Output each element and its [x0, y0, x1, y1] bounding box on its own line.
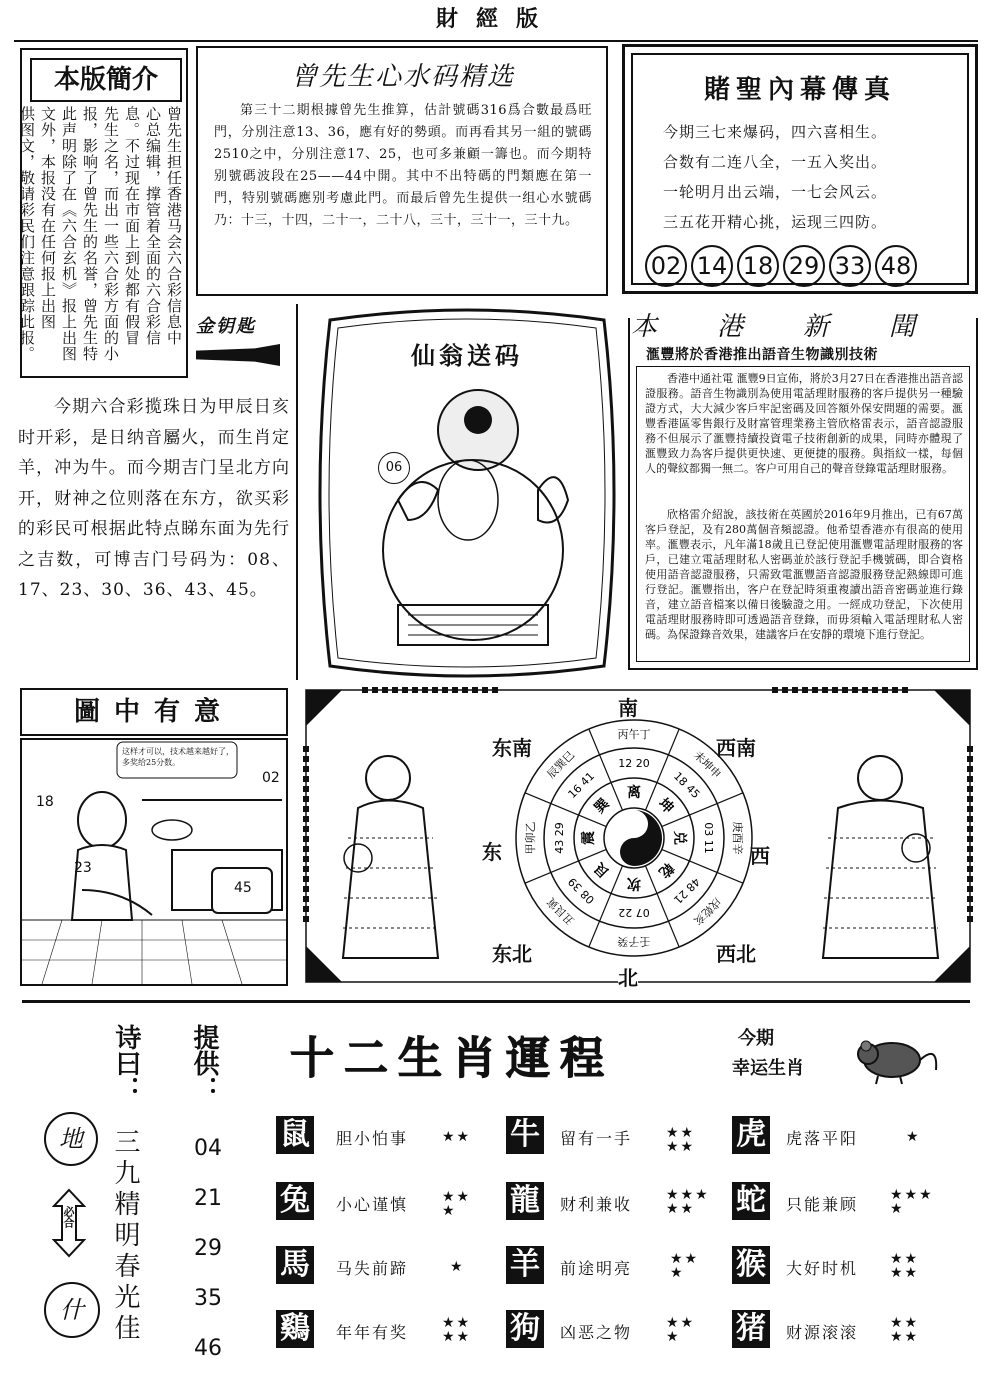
seal-bottom: [44, 1282, 100, 1338]
intro-col: 此声明除了在《六合玄机》报上出图: [60, 106, 78, 362]
zodiac-stars: ★★★ ★: [890, 1187, 934, 1217]
intro-col: 心总编辑，撑管着全面的六合彩信: [144, 106, 162, 346]
poem-text: 三九精明春光佳: [110, 1128, 140, 1345]
zodiac-char: 猪: [732, 1310, 770, 1348]
insider-line: 一轮明月出云端，一七会风云。: [663, 183, 888, 201]
compass-spoke: [589, 866, 623, 947]
compass-inner-label: 乾: [655, 859, 677, 881]
master-body: 第三十二期根據曾先生推算，估計號碼316爲合數最爲旺門，分別注意13、36，應有好的勢頭。而再看其另一組的號碼2510之中，分別注意17、25，也可多兼顧一籌也。而今期特别號碼波段在25——44中開。其中不出特碼的門類應在第一門，特别號碼應别考慮此門。而最后曾先生提供一组心水號碼乃：十三，十四，二十一，二十八，三十，三十一，三十九。: [214, 103, 592, 228]
intro-col: 息。不过现在市面上到处都有假冒: [123, 106, 141, 346]
provide-number: 04: [194, 1136, 222, 1161]
seal-top-text: 地: [59, 1125, 83, 1153]
seal-top: [44, 1112, 98, 1166]
news-box: [628, 312, 978, 670]
zodiac-text: 凶恶之物: [560, 1323, 633, 1342]
zodiac-text: 虎落平阳: [786, 1129, 859, 1148]
insider-numbers: [645, 245, 921, 287]
zodiac-stars: ★★ ★★: [890, 1251, 920, 1281]
zodiac-text: 大好时机: [786, 1259, 859, 1278]
compass-outer-label: 甲卯乙: [524, 821, 537, 855]
compass-spoke: [525, 793, 606, 827]
compass-section: [302, 686, 974, 990]
cartoon-number: 02: [262, 770, 280, 786]
compass-inner-label: 巽: [591, 795, 613, 817]
compass-mid-label: 12 20: [618, 757, 650, 770]
cartoon-bubble: 这样才可以，技术越来越好了，多奖给25分数。: [122, 747, 234, 767]
section-rule: [22, 1000, 970, 1003]
masthead: [410, 4, 582, 34]
key-label-a: 金钥匙: [196, 316, 256, 337]
compass-mid-label: 07 22: [618, 906, 650, 919]
provide-numbers: [194, 1124, 222, 1374]
zodiac-stars: ★★: [442, 1129, 472, 1145]
number-ball: 18: [737, 245, 779, 287]
master-box: [196, 46, 608, 296]
insider-inner: [631, 53, 969, 285]
number-ball: 02: [645, 245, 687, 287]
insider-title: 賭聖內幕傳真: [703, 75, 896, 105]
immortal-box: [312, 306, 622, 680]
zodiac-stars: ★★ ★: [670, 1251, 700, 1281]
number-ball: 33: [829, 245, 871, 287]
zodiac-text: 小心谨慎: [336, 1195, 409, 1214]
zodiac-stars: ★★ ★: [442, 1189, 472, 1219]
key-label-b-icon: [196, 344, 280, 366]
compass-mid-label: 08 39: [565, 874, 598, 907]
immortal-number: 06: [378, 452, 410, 484]
news-inner: [636, 366, 970, 662]
zodiac-stars: ★★ ★★: [442, 1315, 472, 1345]
compass-outer-label: 庚酉辛: [731, 821, 744, 855]
key-label: [196, 312, 292, 376]
immortal-title: 仙翁送码: [411, 341, 523, 370]
compass-outer-label: 壬子癸: [617, 935, 651, 948]
provide-number: 21: [194, 1186, 222, 1211]
picture-box: [20, 738, 288, 986]
cartoon-illustration: [22, 740, 286, 984]
compass-inner-label: 离: [627, 785, 641, 801]
zodiac-text: 只能兼顾: [786, 1195, 859, 1214]
zodiac-char: 蛇: [732, 1182, 770, 1220]
provide-number: 29: [194, 1236, 222, 1261]
compass-outer-label: 未坤申: [690, 748, 724, 782]
insider-line: 今期三七来爆码，四六喜相生。: [663, 123, 888, 141]
compass-inner-label: 坤: [655, 795, 677, 817]
top-rule: [14, 40, 978, 42]
picture-title-box: [20, 688, 288, 736]
zodiac-text: 胆小怕事: [336, 1129, 409, 1148]
zodiac-char: 龍: [506, 1182, 544, 1220]
zodiac-char: 猴: [732, 1246, 770, 1284]
dir-south: 南: [618, 696, 638, 720]
column-divider: [296, 304, 298, 680]
compass-outer-label: 丙午丁: [617, 728, 651, 741]
cartoon-number: 23: [74, 860, 92, 876]
right-figure-illustration: [808, 738, 948, 968]
compass-outer-label: 戌乾亥: [690, 894, 724, 928]
lucky-label-b: 幸运生肖: [732, 1058, 804, 1079]
compass-inner-label: 兑: [671, 831, 687, 845]
insider-line: 合数有二连八全，一五入奖出。: [663, 153, 888, 171]
compass-outer-label: 丑艮寅: [544, 894, 578, 928]
zodiac-char: 兔: [276, 1182, 314, 1220]
provide-number: 35: [194, 1286, 222, 1311]
compass-mid-label: 48 21: [670, 874, 703, 907]
compass-mid-label: 43 29: [553, 822, 566, 854]
zodiac-char: 牛: [506, 1116, 544, 1154]
dir-southeast: 东南: [492, 736, 532, 760]
news-header: 本港新聞: [630, 306, 976, 343]
zodiac-title: 十二生肖運程: [290, 1033, 614, 1084]
compass-inner-label: 震: [581, 831, 597, 845]
provide-number: 46: [194, 1336, 222, 1361]
zodiac-char: 虎: [732, 1116, 770, 1154]
compass-outer-label: 辰巽巳: [544, 748, 578, 782]
zodiac-grid: [276, 1112, 976, 1368]
rat-icon: [850, 1030, 942, 1086]
zodiac-stars: ★★ ★★: [890, 1315, 920, 1345]
zodiac-text: 财利兼收: [560, 1195, 633, 1214]
cartoon-number: 18: [36, 794, 54, 810]
dir-southwest: 西南: [716, 736, 756, 760]
zodiac-char: 狗: [506, 1310, 544, 1348]
keys-body: 今期六合彩揽珠日为甲辰日亥时开彩，是日纳音屬火，而生肖定羊，冲为牛。而今期吉门呈北方向开，财神之位则落在东方，欲买彩的彩民可根据此特点睇东面为先行之吉数，可博吉门号码为：08、17、23、30、36、43、45。: [18, 397, 290, 600]
zodiac-stars: ★: [906, 1129, 921, 1145]
zodiac-char: 羊: [506, 1246, 544, 1284]
dir-northwest: 西北: [716, 942, 756, 966]
compass-mid-label: 16 41: [565, 769, 598, 802]
zodiac-char: 鼠: [276, 1116, 314, 1154]
number-ball: 29: [783, 245, 825, 287]
zodiac-text: 年年有奖: [336, 1323, 409, 1342]
left-figure-illustration: [328, 738, 458, 968]
zodiac-text: 财源滚滚: [786, 1323, 859, 1342]
zodiac-char: 馬: [276, 1246, 314, 1284]
compass-spoke: [645, 729, 679, 810]
intro-col: 文外，本报没有在任何报上出图: [39, 106, 57, 330]
zodiac-stars: ★★ ★★: [666, 1125, 696, 1155]
yin-yang-icon: [620, 810, 662, 866]
intro-col: 供图文，敬请彩民们注意跟踪此报。: [18, 106, 36, 362]
provide-label: 提供：: [189, 1024, 219, 1102]
lucky-label-a: 今期: [738, 1028, 774, 1049]
intro-col: 先生之名，而出一些六合彩方面的小: [102, 106, 120, 362]
seal-mid: [52, 1188, 86, 1258]
news-p1: 香港中通社電 滙豐9日宣佈，將於3月27日在香港推出語音認證服務。語音生物識別為使用電話理財服務的客戶提供另一種驗證方式，大大減少客戶牢記密碼及回答額外保安問題的需要。滙豐香港區零售銀行及財富管理業務主管欣格雷表示，語音認證服務不但展示了滙豐持續投資電子技術創新的成果，同時亦體現了滙豐致力為客戶提供更快速、更便捷的服務。與指紋一樣，每個人的聲紋都獨一無二。客户可用自己的聲音登錄電話理財服務。: [645, 372, 963, 475]
intro-box: [20, 48, 188, 378]
zodiac-stars: ★★ ★: [666, 1315, 696, 1345]
seal-mid-text: 必合: [62, 1206, 75, 1228]
insider-box: [622, 44, 978, 294]
intro-col: 报，影响了曾先生的名誉，曾先生特: [81, 106, 99, 362]
cartoon-number: 45: [234, 880, 252, 896]
zodiac-stars: ★★★ ★★: [666, 1187, 710, 1217]
insider-line: 三五花开精心挑，运现三四防。: [663, 213, 888, 231]
compass-inner-label: 坎: [627, 875, 641, 891]
master-title: 曾先生心水码精选: [290, 62, 515, 92]
intro-col: 曾先生担任香港马会六合彩信息中: [165, 106, 183, 346]
zodiac-text: 前途明亮: [560, 1259, 633, 1278]
compass-mid-label: 03 11: [702, 822, 715, 854]
seal-bottom-text: 什: [60, 1296, 84, 1324]
masthead-text: 財經版: [435, 6, 556, 32]
news-p2: 欣格雷介紹說，該技術在英國於2016年9月推出，已有67萬客戶登記，及有280萬個音頻認證。他希望香港亦有很高的使用率。滙豐表示，凡年滿18歲且已登記使用滙豐電話理財服務的客戶，已建立電話理財私人密碼並於該行登記手機號碼，即合資格使用語音認證服務，只需致電滙豐語音認證服務登記熱線即可進行登記。滙豐指出，客户在登記時須重複讀出語音密碼並進行錄音，建立語音檔案以備日後驗證之用。一經成功登記，下次使用電話理財服務時即可透過語音登錄，而毋須輸入電話理財私人密碼。為保證錄音效果，建議客戶在安靜的環境下進行登記。: [645, 508, 963, 641]
dir-west: 西: [750, 844, 770, 868]
dir-northeast: 东北: [492, 942, 532, 966]
zodiac-text: 马失前蹄: [336, 1259, 409, 1278]
poem-label: 诗曰：: [111, 1024, 141, 1102]
number-ball: 48: [875, 245, 917, 287]
zodiac-stars: ★: [450, 1259, 465, 1275]
immortal-illustration: [358, 380, 578, 660]
insider-lines: [663, 117, 887, 237]
intro-columns: [18, 106, 184, 374]
zodiac-text: 留有一手: [560, 1129, 633, 1148]
dir-north: 北: [618, 962, 638, 991]
news-headline: 滙豐將於香港推出語音生物識別技術: [646, 347, 878, 363]
compass-inner-label: 艮: [591, 859, 613, 881]
picture-title: 圖中有意: [73, 697, 234, 727]
number-ball: 14: [691, 245, 733, 287]
zodiac-char: 鷄: [276, 1310, 314, 1348]
dir-east: 东: [482, 840, 502, 864]
compass-mid-label: 18 45: [670, 769, 703, 802]
intro-title: 本版簡介: [30, 58, 182, 102]
compass-spoke: [662, 849, 743, 883]
